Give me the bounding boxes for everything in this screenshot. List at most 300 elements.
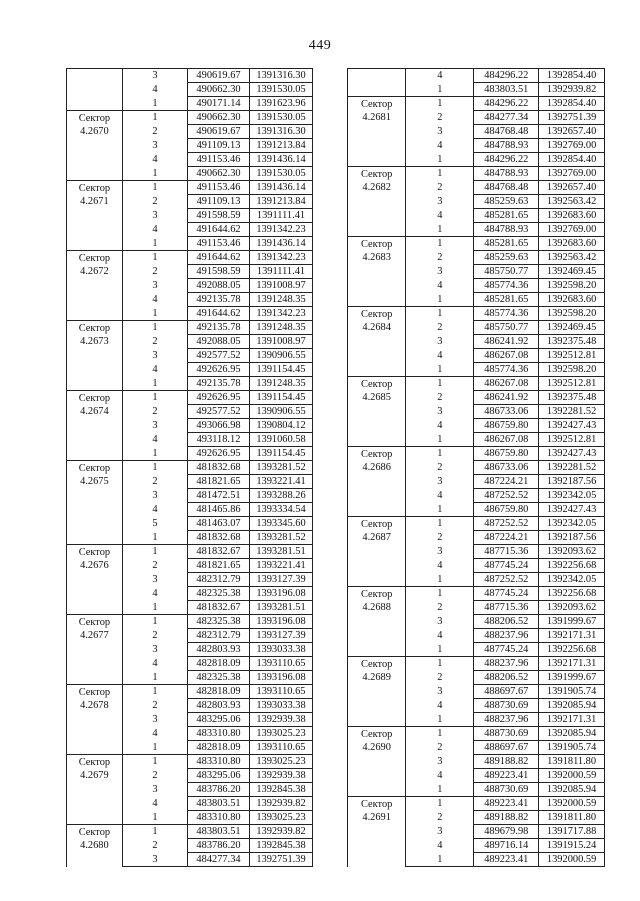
x-coordinate: 492626.95 <box>188 391 250 405</box>
x-coordinate: 492135.78 <box>188 321 250 335</box>
x-coordinate: 489223.41 <box>474 769 539 783</box>
table-row <box>67 251 313 265</box>
x-coordinate: 487252.52 <box>474 489 539 503</box>
x-coordinate: 482325.38 <box>188 615 250 629</box>
y-coordinate: 1390804.12 <box>250 419 313 433</box>
point-number: 4 <box>122 503 187 517</box>
point-number: 2 <box>406 461 474 475</box>
x-coordinate: 491644.62 <box>188 307 250 321</box>
table-row <box>348 97 605 111</box>
x-coordinate: 484768.48 <box>474 125 539 139</box>
x-coordinate: 484277.34 <box>188 853 250 867</box>
y-coordinate: 1392512.81 <box>539 433 605 447</box>
sector-cell <box>348 307 406 377</box>
x-coordinate: 490171.14 <box>188 97 250 111</box>
x-coordinate: 484296.22 <box>474 153 539 167</box>
table-row <box>67 461 313 475</box>
sector-cell <box>67 181 123 251</box>
x-coordinate: 485774.36 <box>474 279 539 293</box>
x-coordinate: 487745.24 <box>474 643 539 657</box>
y-coordinate: 1392769.00 <box>539 139 605 153</box>
x-coordinate: 484296.22 <box>474 69 539 83</box>
y-coordinate: 1391905.74 <box>539 741 605 755</box>
point-number: 1 <box>406 167 474 181</box>
x-coordinate: 493118.12 <box>188 433 250 447</box>
point-number: 4 <box>406 419 474 433</box>
y-coordinate: 1393025.23 <box>250 755 313 769</box>
point-number: 2 <box>406 181 474 195</box>
y-coordinate: 1391008.97 <box>250 335 313 349</box>
x-coordinate: 492626.95 <box>188 363 250 377</box>
sector-number: 4.2680 <box>80 840 109 851</box>
x-coordinate: 491109.13 <box>188 195 250 209</box>
y-coordinate: 1392256.68 <box>539 643 605 657</box>
point-number: 1 <box>122 615 187 629</box>
x-coordinate: 482325.38 <box>188 671 250 685</box>
x-coordinate: 486267.08 <box>474 349 539 363</box>
point-number: 2 <box>122 559 187 573</box>
y-coordinate: 1392939.82 <box>539 83 605 97</box>
point-number: 4 <box>406 279 474 293</box>
point-number: 3 <box>406 825 474 839</box>
y-coordinate: 1392171.31 <box>539 713 605 727</box>
sector-number: 4.2678 <box>80 700 109 711</box>
sector-label: Сектор <box>360 99 393 110</box>
y-coordinate: 1392469.45 <box>539 265 605 279</box>
sector-cell <box>67 461 123 545</box>
x-coordinate: 490619.67 <box>188 69 250 83</box>
point-number: 1 <box>406 657 474 671</box>
y-coordinate: 1392683.60 <box>539 293 605 307</box>
point-number: 3 <box>122 643 187 657</box>
point-number: 1 <box>122 251 187 265</box>
coordinates-table-right <box>347 68 605 867</box>
point-number: 1 <box>122 755 187 769</box>
y-coordinate: 1392657.40 <box>539 125 605 139</box>
x-coordinate: 485281.65 <box>474 209 539 223</box>
point-number: 2 <box>406 741 474 755</box>
y-coordinate: 1393025.23 <box>250 727 313 741</box>
y-coordinate: 1392171.31 <box>539 629 605 643</box>
y-coordinate: 1392281.52 <box>539 405 605 419</box>
x-coordinate: 490662.30 <box>188 83 250 97</box>
point-number: 3 <box>122 783 187 797</box>
y-coordinate: 1393196.08 <box>250 587 313 601</box>
point-number: 4 <box>122 433 187 447</box>
y-coordinate: 1393221.41 <box>250 559 313 573</box>
x-coordinate: 491644.62 <box>188 251 250 265</box>
x-coordinate: 485750.77 <box>474 265 539 279</box>
y-coordinate: 1391008.97 <box>250 279 313 293</box>
sector-label: Сектор <box>78 463 111 474</box>
point-number: 2 <box>406 601 474 615</box>
y-coordinate: 1391811.80 <box>539 755 605 769</box>
y-coordinate: 1392281.52 <box>539 461 605 475</box>
y-coordinate: 1392854.40 <box>539 153 605 167</box>
x-coordinate: 492626.95 <box>188 447 250 461</box>
y-coordinate: 1392769.00 <box>539 167 605 181</box>
y-coordinate: 1392085.94 <box>539 727 605 741</box>
point-number: 1 <box>406 223 474 237</box>
sector-number: 4.2688 <box>362 602 391 613</box>
x-coordinate: 488237.96 <box>474 657 539 671</box>
sector-cell <box>67 615 123 685</box>
y-coordinate: 1393345.60 <box>250 517 313 531</box>
y-coordinate: 1391623.96 <box>250 97 313 111</box>
x-coordinate: 482818.09 <box>188 741 250 755</box>
point-number: 3 <box>122 713 187 727</box>
point-number: 1 <box>122 741 187 755</box>
x-coordinate: 493066.98 <box>188 419 250 433</box>
table-row <box>348 377 605 391</box>
table-row <box>67 69 313 83</box>
table-row <box>348 307 605 321</box>
y-coordinate: 1393281.51 <box>250 545 313 559</box>
x-coordinate: 485281.65 <box>474 293 539 307</box>
x-coordinate: 486267.08 <box>474 377 539 391</box>
y-coordinate: 1392512.81 <box>539 377 605 391</box>
x-coordinate: 489188.82 <box>474 811 539 825</box>
point-number: 3 <box>122 489 187 503</box>
y-coordinate: 1392939.82 <box>250 797 313 811</box>
point-number: 3 <box>122 419 187 433</box>
y-coordinate: 1392563.42 <box>539 195 605 209</box>
y-coordinate: 1392093.62 <box>539 601 605 615</box>
x-coordinate: 489188.82 <box>474 755 539 769</box>
x-coordinate: 485259.63 <box>474 251 539 265</box>
y-coordinate: 1392751.39 <box>250 853 313 867</box>
sector-label: Сектор <box>78 183 111 194</box>
point-number: 3 <box>406 475 474 489</box>
x-coordinate: 486241.92 <box>474 391 539 405</box>
y-coordinate: 1393281.52 <box>250 461 313 475</box>
y-coordinate: 1392342.05 <box>539 573 605 587</box>
sector-label: Сектор <box>360 589 393 600</box>
sector-label: Сектор <box>360 309 393 320</box>
point-number: 1 <box>122 167 187 181</box>
x-coordinate: 483803.51 <box>188 825 250 839</box>
x-coordinate: 491153.46 <box>188 153 250 167</box>
table-row <box>348 167 605 181</box>
point-number: 1 <box>122 601 187 615</box>
sector-label: Сектор <box>360 519 393 530</box>
point-number: 4 <box>122 727 187 741</box>
y-coordinate: 1392854.40 <box>539 69 605 83</box>
x-coordinate: 486759.80 <box>474 447 539 461</box>
point-number: 1 <box>122 461 187 475</box>
x-coordinate: 483786.20 <box>188 839 250 853</box>
x-coordinate: 483295.06 <box>188 769 250 783</box>
y-coordinate: 1393127.39 <box>250 629 313 643</box>
point-number: 2 <box>406 671 474 685</box>
sector-cell <box>348 377 406 447</box>
y-coordinate: 1391248.35 <box>250 321 313 335</box>
point-number: 3 <box>406 755 474 769</box>
x-coordinate: 489679.98 <box>474 825 539 839</box>
table-row <box>348 727 605 741</box>
x-coordinate: 485750.77 <box>474 321 539 335</box>
point-number: 4 <box>122 153 187 167</box>
point-number: 1 <box>122 391 187 405</box>
point-number: 2 <box>122 195 187 209</box>
y-coordinate: 1393334.54 <box>250 503 313 517</box>
y-coordinate: 1393221.41 <box>250 475 313 489</box>
x-coordinate: 487224.21 <box>474 475 539 489</box>
x-coordinate: 488206.52 <box>474 671 539 685</box>
point-number: 1 <box>122 181 187 195</box>
y-coordinate: 1392000.59 <box>539 797 605 811</box>
x-coordinate: 483295.06 <box>188 713 250 727</box>
y-coordinate: 1391436.14 <box>250 181 313 195</box>
point-number: 2 <box>122 769 187 783</box>
point-number: 1 <box>406 307 474 321</box>
y-coordinate: 1392342.05 <box>539 489 605 503</box>
point-number: 1 <box>406 853 474 867</box>
y-coordinate: 1392427.43 <box>539 503 605 517</box>
table-row <box>67 825 313 839</box>
x-coordinate: 487715.36 <box>474 601 539 615</box>
x-coordinate: 487252.52 <box>474 573 539 587</box>
x-coordinate: 481832.67 <box>188 545 250 559</box>
sector-number: 4.2686 <box>362 462 391 473</box>
x-coordinate: 489716.14 <box>474 839 539 853</box>
y-coordinate: 1393110.65 <box>250 685 313 699</box>
y-coordinate: 1392563.42 <box>539 251 605 265</box>
sector-number: 4.2671 <box>80 196 109 207</box>
sector-cell <box>67 69 123 111</box>
table-row <box>348 237 605 251</box>
sector-number: 4.2674 <box>80 406 109 417</box>
x-coordinate: 481465.86 <box>188 503 250 517</box>
x-coordinate: 481821.65 <box>188 559 250 573</box>
y-coordinate: 1391342.23 <box>250 223 313 237</box>
sector-cell <box>348 167 406 237</box>
sector-cell <box>348 237 406 307</box>
point-number: 3 <box>122 69 187 83</box>
x-coordinate: 492577.52 <box>188 405 250 419</box>
x-coordinate: 488730.69 <box>474 727 539 741</box>
x-coordinate: 482325.38 <box>188 587 250 601</box>
x-coordinate: 492135.78 <box>188 377 250 391</box>
y-coordinate: 1392598.20 <box>539 307 605 321</box>
x-coordinate: 481472.51 <box>188 489 250 503</box>
x-coordinate: 482803.93 <box>188 643 250 657</box>
point-number: 4 <box>122 363 187 377</box>
sector-label: Сектор <box>360 239 393 250</box>
y-coordinate: 1392427.43 <box>539 419 605 433</box>
y-coordinate: 1392769.00 <box>539 223 605 237</box>
x-coordinate: 487224.21 <box>474 531 539 545</box>
sector-label: Сектор <box>78 547 111 558</box>
sector-cell <box>348 97 406 167</box>
sector-cell <box>348 657 406 727</box>
y-coordinate: 1391316.30 <box>250 125 313 139</box>
point-number: 2 <box>406 111 474 125</box>
x-coordinate: 484277.34 <box>474 111 539 125</box>
x-coordinate: 483786.20 <box>188 783 250 797</box>
y-coordinate: 1392845.38 <box>250 839 313 853</box>
x-coordinate: 481463.07 <box>188 517 250 531</box>
point-number: 1 <box>406 587 474 601</box>
y-coordinate: 1391111.41 <box>250 209 313 223</box>
y-coordinate: 1392854.40 <box>539 97 605 111</box>
point-number: 3 <box>122 853 187 867</box>
y-coordinate: 1392093.62 <box>539 545 605 559</box>
point-number: 4 <box>122 657 187 671</box>
x-coordinate: 482803.93 <box>188 699 250 713</box>
table-row <box>67 321 313 335</box>
sector-label: Сектор <box>78 757 111 768</box>
x-coordinate: 491644.62 <box>188 223 250 237</box>
point-number: 2 <box>122 405 187 419</box>
y-coordinate: 1391111.41 <box>250 265 313 279</box>
x-coordinate: 486241.92 <box>474 335 539 349</box>
sector-number: 4.2673 <box>80 336 109 347</box>
table-row <box>67 181 313 195</box>
x-coordinate: 491153.46 <box>188 181 250 195</box>
y-coordinate: 1391436.14 <box>250 153 313 167</box>
point-number: 1 <box>406 643 474 657</box>
point-number: 1 <box>122 811 187 825</box>
y-coordinate: 1390906.55 <box>250 349 313 363</box>
y-coordinate: 1392939.82 <box>250 825 313 839</box>
point-number: 1 <box>406 713 474 727</box>
point-number: 1 <box>406 503 474 517</box>
x-coordinate: 487745.24 <box>474 559 539 573</box>
y-coordinate: 1392598.20 <box>539 279 605 293</box>
sector-label: Сектор <box>78 113 111 124</box>
point-number: 3 <box>406 195 474 209</box>
y-coordinate: 1391999.67 <box>539 671 605 685</box>
point-number: 4 <box>406 209 474 223</box>
point-number: 3 <box>406 685 474 699</box>
point-number: 1 <box>122 111 187 125</box>
sector-label: Сектор <box>78 687 111 698</box>
x-coordinate: 487715.36 <box>474 545 539 559</box>
sector-cell <box>348 727 406 797</box>
point-number: 4 <box>406 69 474 83</box>
y-coordinate: 1393196.08 <box>250 615 313 629</box>
point-number: 1 <box>122 321 187 335</box>
sector-cell <box>67 685 123 755</box>
sector-number: 4.2675 <box>80 476 109 487</box>
table-row <box>348 447 605 461</box>
sector-number: 4.2690 <box>362 742 391 753</box>
y-coordinate: 1391248.35 <box>250 377 313 391</box>
sector-label: Сектор <box>360 379 393 390</box>
point-number: 2 <box>406 531 474 545</box>
x-coordinate: 483310.80 <box>188 755 250 769</box>
sector-label: Сектор <box>360 169 393 180</box>
x-coordinate: 488730.69 <box>474 783 539 797</box>
table-row <box>348 797 605 811</box>
point-number: 1 <box>406 237 474 251</box>
y-coordinate: 1391248.35 <box>250 293 313 307</box>
y-coordinate: 1392085.94 <box>539 783 605 797</box>
table-row <box>348 517 605 531</box>
x-coordinate: 490662.30 <box>188 167 250 181</box>
point-number: 3 <box>122 279 187 293</box>
point-number: 1 <box>406 447 474 461</box>
point-number: 4 <box>122 83 187 97</box>
sector-cell <box>348 797 406 867</box>
point-number: 4 <box>406 139 474 153</box>
sector-cell <box>67 391 123 461</box>
x-coordinate: 491598.59 <box>188 209 250 223</box>
point-number: 1 <box>406 293 474 307</box>
y-coordinate: 1391154.45 <box>250 391 313 405</box>
sector-cell <box>67 251 123 321</box>
x-coordinate: 483310.80 <box>188 727 250 741</box>
x-coordinate: 487252.52 <box>474 517 539 531</box>
point-number: 1 <box>406 377 474 391</box>
y-coordinate: 1392683.60 <box>539 209 605 223</box>
sector-label: Сектор <box>360 729 393 740</box>
y-coordinate: 1391530.05 <box>250 83 313 97</box>
point-number: 4 <box>406 559 474 573</box>
sector-number: 4.2685 <box>362 392 391 403</box>
point-number: 3 <box>122 349 187 363</box>
y-coordinate: 1392512.81 <box>539 349 605 363</box>
x-coordinate: 484788.93 <box>474 167 539 181</box>
sector-number: 4.2681 <box>362 112 391 123</box>
x-coordinate: 486759.80 <box>474 503 539 517</box>
point-number: 1 <box>122 825 187 839</box>
x-coordinate: 491109.13 <box>188 139 250 153</box>
table-row <box>348 587 605 601</box>
x-coordinate: 488237.96 <box>474 629 539 643</box>
point-number: 2 <box>122 335 187 349</box>
sector-label: Сектор <box>360 799 393 810</box>
y-coordinate: 1391436.14 <box>250 237 313 251</box>
x-coordinate: 481832.68 <box>188 461 250 475</box>
y-coordinate: 1392256.68 <box>539 559 605 573</box>
point-number: 4 <box>406 769 474 783</box>
point-number: 1 <box>406 153 474 167</box>
y-coordinate: 1391530.05 <box>250 111 313 125</box>
sector-label: Сектор <box>78 253 111 264</box>
point-number: 1 <box>406 83 474 97</box>
x-coordinate: 485281.65 <box>474 237 539 251</box>
y-coordinate: 1390906.55 <box>250 405 313 419</box>
point-number: 2 <box>122 475 187 489</box>
y-coordinate: 1392751.39 <box>539 111 605 125</box>
y-coordinate: 1393025.23 <box>250 811 313 825</box>
sector-number: 4.2683 <box>362 252 391 263</box>
x-coordinate: 485259.63 <box>474 195 539 209</box>
y-coordinate: 1392427.43 <box>539 447 605 461</box>
sector-cell <box>348 69 406 97</box>
point-number: 2 <box>122 699 187 713</box>
table-row <box>348 69 605 83</box>
sector-cell <box>67 111 123 181</box>
x-coordinate: 483310.80 <box>188 811 250 825</box>
point-number: 1 <box>406 783 474 797</box>
sector-cell <box>67 545 123 615</box>
y-coordinate: 1391342.23 <box>250 251 313 265</box>
y-coordinate: 1393288.26 <box>250 489 313 503</box>
x-coordinate: 490619.67 <box>188 125 250 139</box>
x-coordinate: 486267.08 <box>474 433 539 447</box>
table-row <box>67 615 313 629</box>
x-coordinate: 486733.06 <box>474 405 539 419</box>
table-row <box>67 391 313 405</box>
y-coordinate: 1392657.40 <box>539 181 605 195</box>
x-coordinate: 489223.41 <box>474 853 539 867</box>
point-number: 1 <box>406 433 474 447</box>
x-coordinate: 481832.67 <box>188 601 250 615</box>
point-number: 4 <box>122 587 187 601</box>
